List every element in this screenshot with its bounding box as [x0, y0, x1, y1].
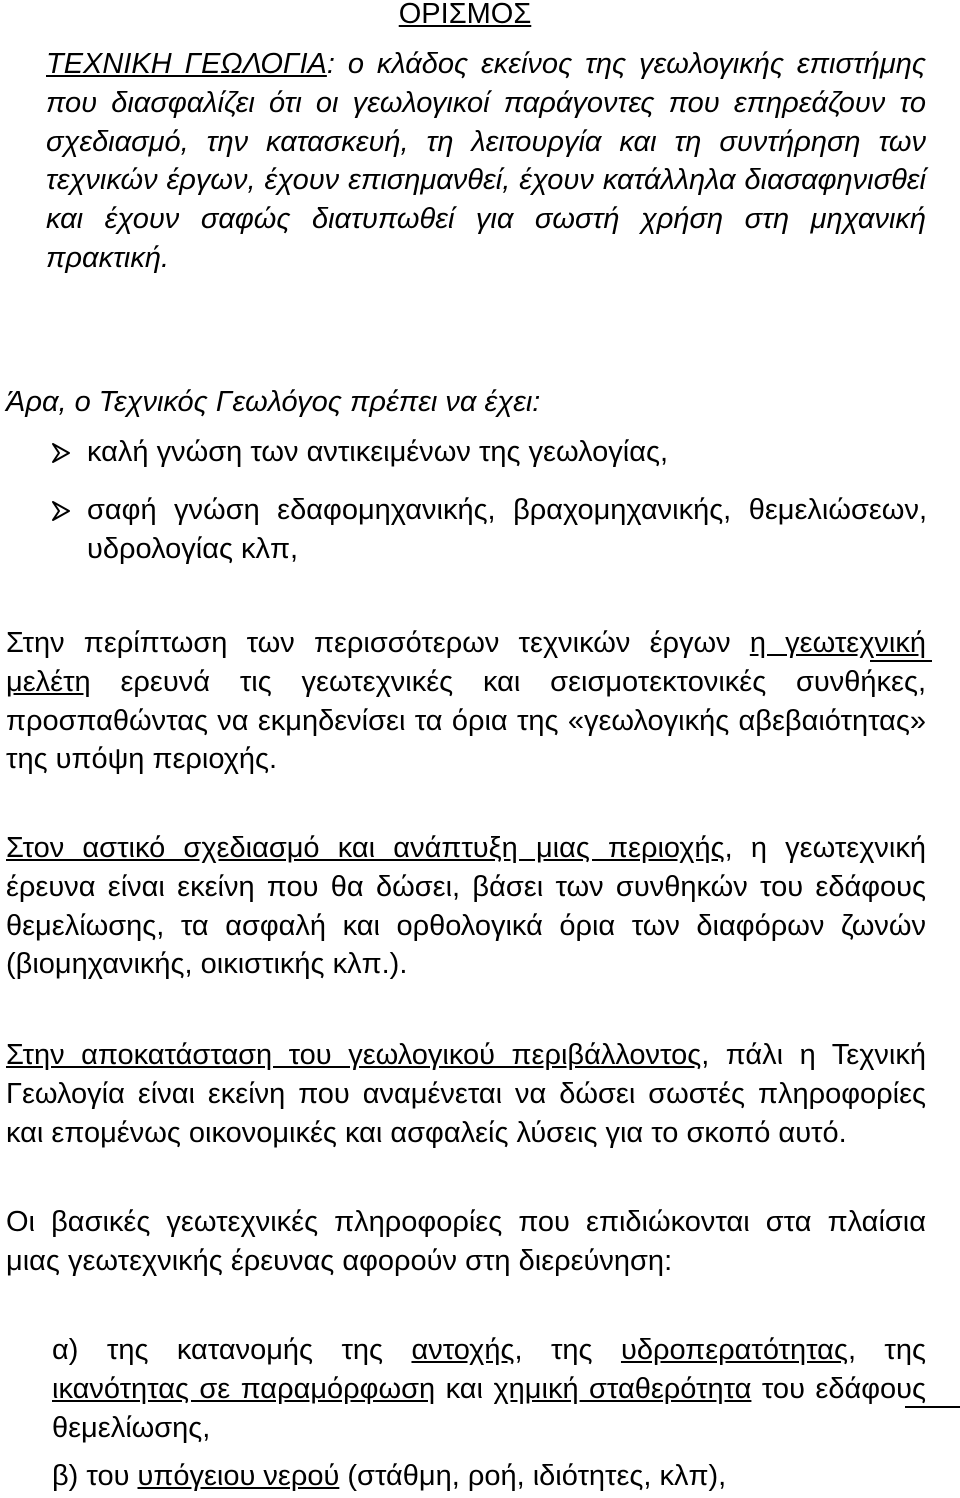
bullet-text: σαφή γνώση εδαφομηχανικής, βραχομηχανικής, θεμελιώσεων, υδρολογίας κλπ, — [87, 494, 927, 565]
paragraph-3-rest: , πάλι η Τεχνική Γεωλογία είναι εκείνη που αναμένεται να δώσει σωστές πληροφορίες και επομένως οικονομικές και ασφαλείς λύσεις για το σκοπό αυτό. — [6, 1039, 927, 1149]
list-item-a — [52, 1331, 926, 1447]
bullet-text: καλή γνώση των αντικειμένων της γεωλογίας, — [87, 436, 669, 468]
paragraph-2-underlined: Στον αστικό σχεδιασμό και ανάπτυξη μιας περιοχής — [6, 832, 725, 864]
item-a-underlined: ικανότητας σε παραμόρφωση — [52, 1372, 436, 1405]
paragraph-3 — [6, 1036, 926, 1152]
underline-extension — [905, 1406, 960, 1408]
item-b-text: (στάθμη, ροή, ιδιότητες, κλπ), — [339, 1460, 727, 1492]
item-a-underlined: υδροπερατότητας — [620, 1334, 848, 1366]
arrow-bullet-icon — [50, 500, 72, 522]
item-a-text: , της — [847, 1334, 926, 1366]
item-a-text: του εδάφους θεμελίωσης, — [52, 1372, 926, 1444]
paragraph-1-lead: Στην περίπτωση των περισσότερων τεχνικών έργων — [6, 627, 750, 659]
paragraph-4: Οι βασικές γεωτεχνικές πληροφορίες που επιδιώκονται στα πλαίσια μιας γεωτεχνικής έρευνας αφορούν στη διερεύνηση: — [6, 1206, 926, 1277]
underline-extension — [870, 660, 932, 662]
item-b-underlined: υπόγειου νερού — [137, 1460, 340, 1492]
intro-line: Άρα, ο Τεχνικός Γεωλόγος πρέπει να έχει: — [6, 386, 541, 418]
paragraph-1 — [6, 624, 926, 779]
paragraph-2-rest: , η γεωτεχνική έρευνα είναι εκείνη που θα δώσει, βάσει των συνθηκών του εδάφους θεμελίωσης, τα ασφαλή και ορθολογικά όρια των διαφόρων ζωνών (βιομηχανικής, οικιστικής κλπ.). — [6, 832, 926, 981]
paragraph-2 — [6, 829, 926, 984]
item-a-text: , της — [514, 1334, 621, 1366]
page-title: ΟΡΙΣΜΟΣ — [398, 0, 532, 30]
definition-text: : ο κλάδος εκείνος της γεωλογικής επιστήμης που διασφαλίζει ότι οι γεωλογικοί παράγοντες που επηρεάζουν το σχεδιασμό, την κατασκευή, τη λειτουργία και τη συντήρηση των τεχνικών έργων, έχουν επισημανθεί, έχουν κατάλληλα διασαφηνισθεί και έχουν σαφώς διατυπωθεί για σωστή χρήση στη μηχανική πρακτική. — [46, 48, 926, 274]
arrow-bullet-icon — [50, 442, 72, 464]
item-b-text: β) του — [52, 1460, 138, 1492]
paragraph-1-underlined: η γεωτεχνική μελέτη — [6, 627, 926, 698]
definition-paragraph — [46, 45, 926, 278]
definition-term: ΤΕΧΝΙΚΗ ΓΕΩΛΟΓΙΑ — [46, 48, 327, 80]
paragraph-1-rest: ερευνά τις γεωτεχνικές και σεισμοτεκτονικές συνθήκες, προσπαθώντας να εκμηδενίσει τα όρια της «γεωλογικής αβεβαιότητας» της υπόψη περιοχής. — [6, 665, 926, 776]
list-item-b — [52, 1457, 926, 1496]
item-a-text: και — [435, 1372, 494, 1405]
item-a-text: α) της κατανομής της — [52, 1334, 412, 1366]
item-a-underlined: χημική σταθερότητα — [493, 1372, 752, 1405]
paragraph-3-underlined: Στην αποκατάσταση του γεωλογικού περιβάλλοντος — [6, 1039, 702, 1071]
item-a-underlined: αντοχής — [411, 1334, 515, 1366]
